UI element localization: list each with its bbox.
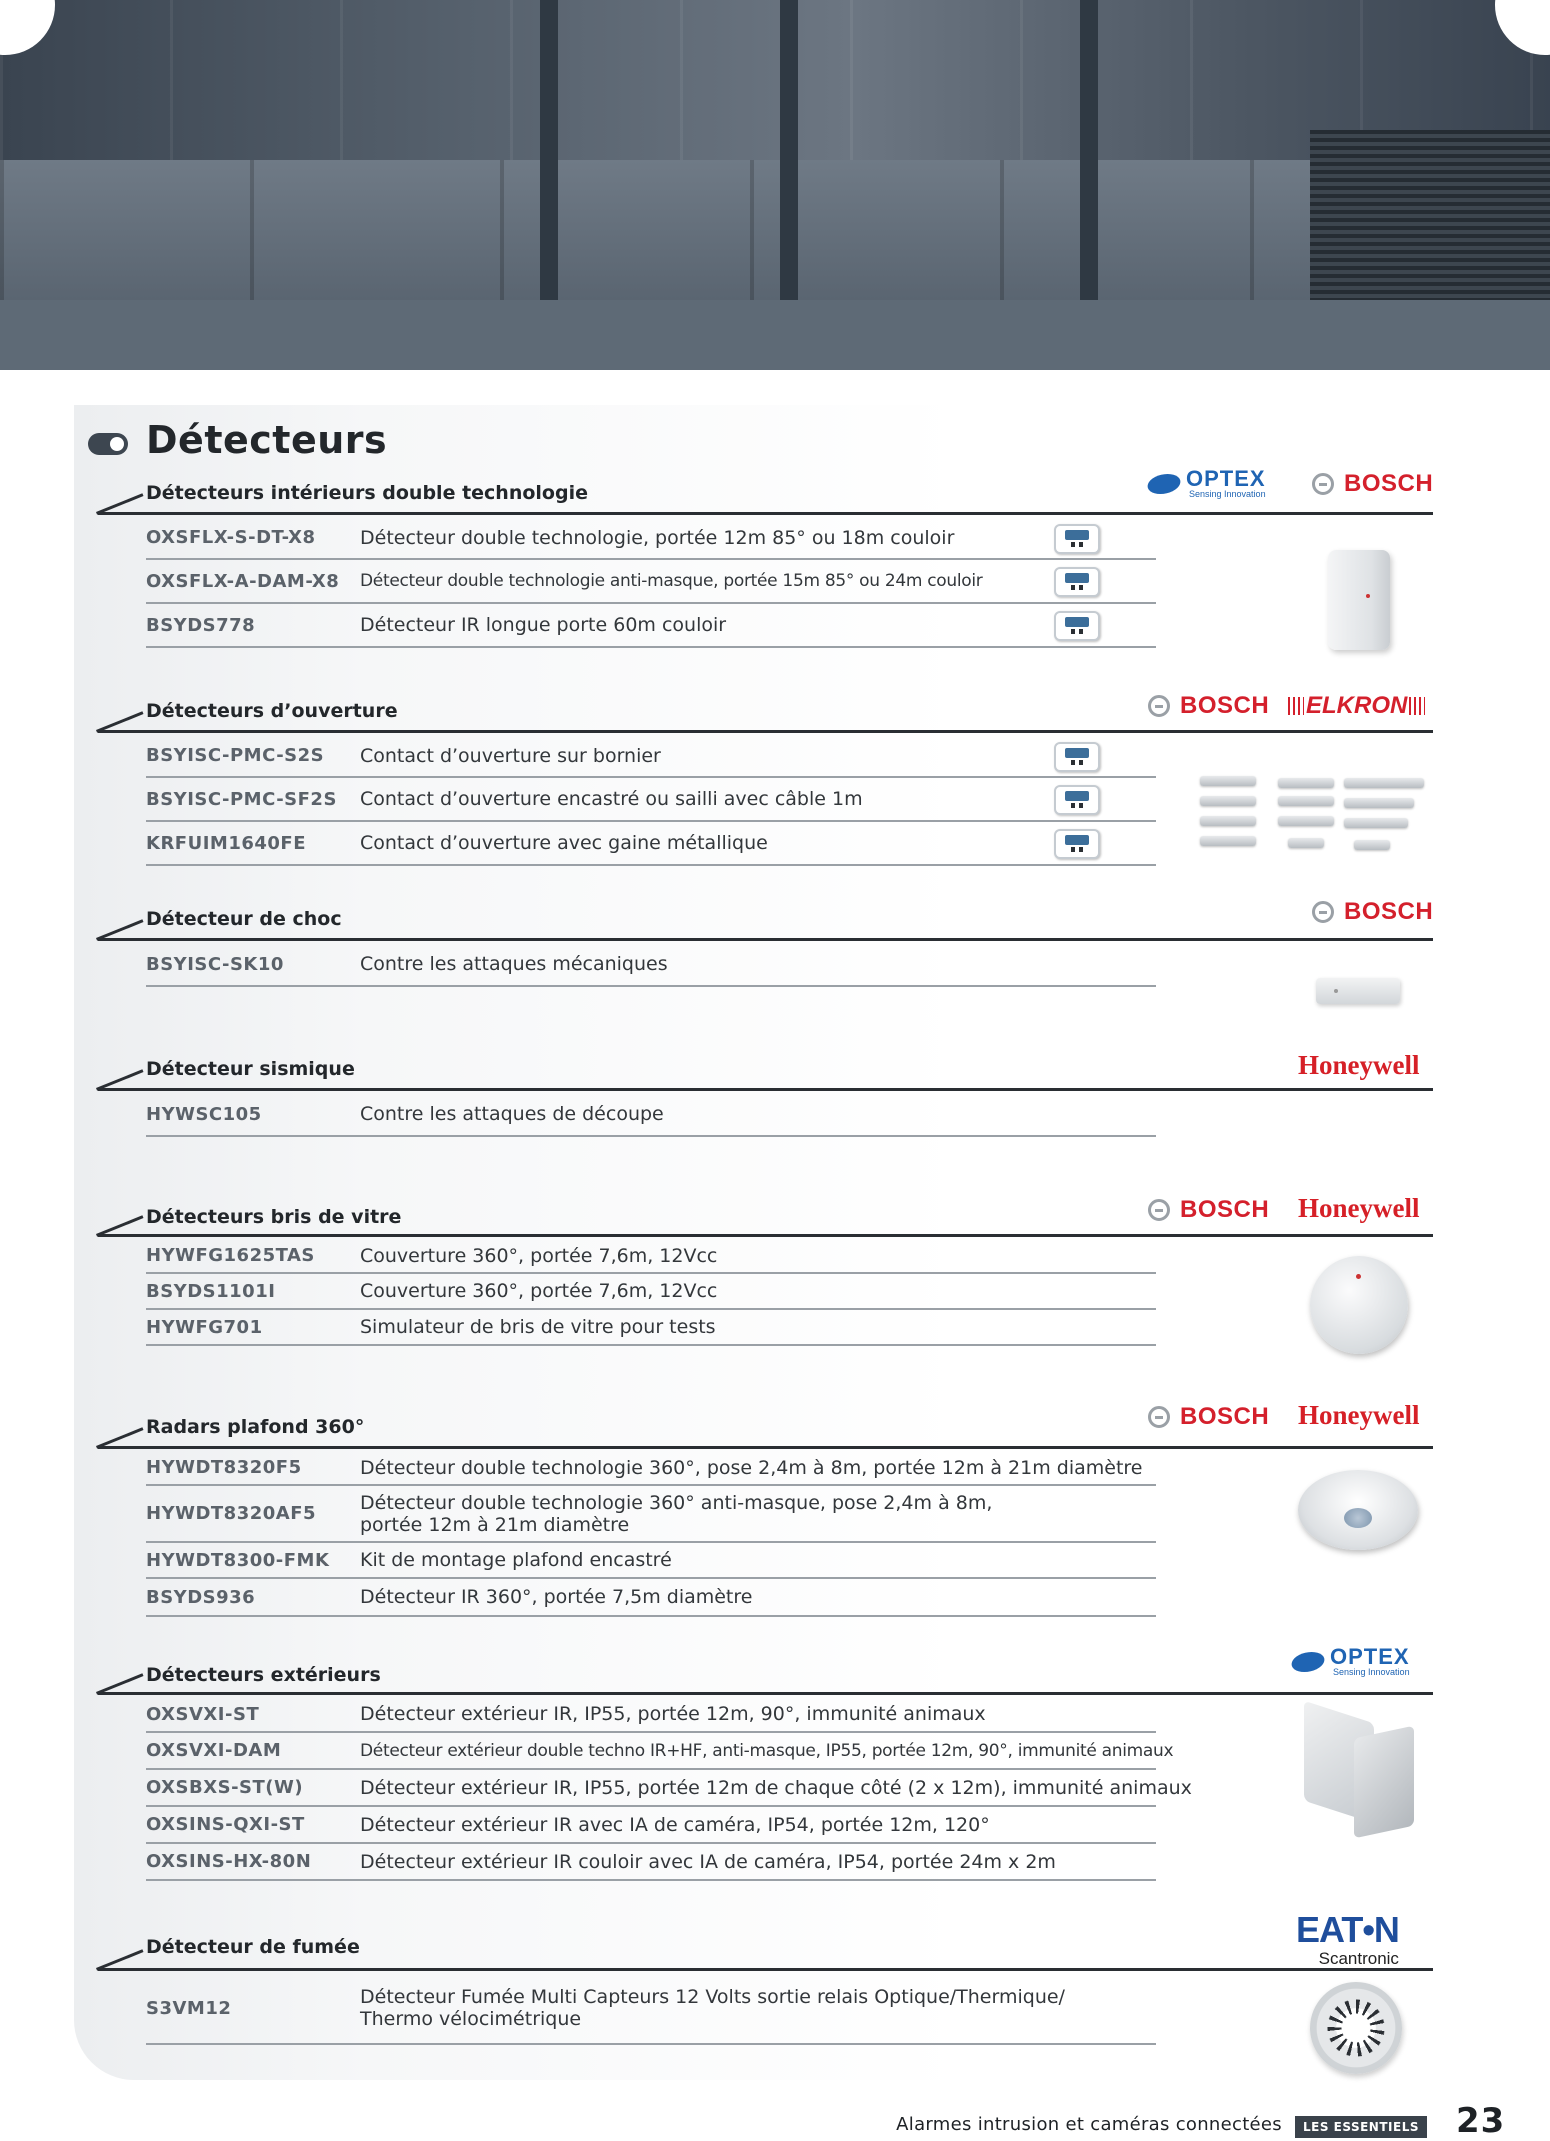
product-desc: Simulateur de bris de vitre pour tests [360,1316,716,1338]
product-ref: HYWDT8300-FMK [146,1549,330,1571]
product-desc: Détecteur double technologie 360°, pose 2,4m à 8m, portée 12m à 21m diamètre [360,1456,1143,1479]
bosch-logo: BOSCH [1148,1196,1269,1224]
product-ref: BSYDS1101I [146,1280,276,1302]
section-title: Détecteurs d’ouverture [146,700,398,722]
product-ref: OXSINS-HX-80N [146,1851,312,1872]
bosch-logo: BOSCH [1148,1403,1269,1431]
section-rule [98,1968,1433,1971]
product-desc: Contre les attaques de découpe [360,1103,664,1125]
building-column [1080,0,1098,300]
table-row [146,735,1156,778]
product-ref: BSYISC-PMC-SF2S [146,788,337,810]
product-desc: Contre les attaques mécaniques [360,953,668,975]
wired-icon [1054,567,1100,597]
header-band [0,300,1550,370]
product-ref: S3VM12 [146,1997,232,2019]
section-title: Détecteur de choc [146,908,342,930]
product-desc: Détecteur double technologie 360° anti-masque, pose 2,4m à 8m, portée 12m à 21m diamètre [360,1491,993,1536]
table-row [146,1770,1192,1807]
page-title: Détecteurs [146,418,388,462]
section-title: Détecteurs bris de vitre [146,1206,402,1228]
table-row [146,822,1156,866]
product-image-glass-break-detector [1310,1256,1408,1354]
footer-text: Alarmes intrusion et caméras connectées [896,2114,1282,2135]
bosch-logo: BOSCH [1148,692,1269,720]
wired-icon [1054,785,1100,815]
table-row [146,1973,1156,2045]
product-image-ceiling-radar [1298,1470,1418,1550]
wired-icon [1054,829,1100,859]
table-row [146,1451,1156,1486]
product-desc: Détecteur extérieur IR couloir avec IA de caméra, IP54, portée 24m x 2m [360,1850,1056,1873]
toggle-icon [88,433,128,455]
product-ref: OXSFLX-S-DT-X8 [146,527,316,548]
building-vent [1310,130,1550,300]
product-desc: Détecteur Fumée Multi Capteurs 12 Volts sortie relais Optique/Thermique/ Thermo vélocimétrique [360,1986,1065,2030]
page-number: 23 [1456,2101,1506,2141]
wired-icon [1054,742,1100,772]
product-image-outdoor-detector [1304,1712,1424,1842]
elkron-logo: ELKRON [1288,692,1425,720]
section-rule [98,1088,1433,1091]
section-title: Radars plafond 360° [146,1416,365,1438]
table-row [146,1579,1156,1617]
table-row [146,1274,1156,1310]
product-desc: Kit de montage plafond encastré [360,1549,672,1571]
section-rule [98,1692,1433,1695]
section-title: Détecteurs intérieurs double technologie [146,482,588,504]
product-ref: BSYDS936 [146,1586,256,1608]
table-row [146,517,1156,560]
product-desc: Détecteur extérieur IR, IP55, portée 12m, 90°, immunité animaux [360,1703,986,1725]
optex-logo: OPTEX Sensing Innovation [1148,468,1266,499]
product-desc: Détecteur extérieur IR avec IA de caméra, IP54, portée 12m, 120° [360,1813,990,1836]
building-column [780,0,798,300]
table-row [146,1486,1156,1543]
honeywell-logo: Honeywell [1298,1193,1420,1223]
optex-logo: OPTEX Sensing Innovation [1292,1646,1410,1677]
product-ref: OXSINS-QXI-ST [146,1814,305,1835]
honeywell-logo: Honeywell [1298,1400,1420,1430]
product-desc: Couverture 360°, portée 7,6m, 12Vcc [360,1280,718,1302]
table-row [146,1093,1156,1137]
eaton-scantronic-logo: EAT•N Scantronic [1296,1909,1399,1968]
table-row [146,1239,1156,1274]
product-ref: BSYDS778 [146,614,256,636]
building-column [540,0,558,300]
wired-icon [1054,611,1100,641]
product-ref: OXSBXS-ST(W) [146,1777,304,1798]
product-image-door-contacts [1198,772,1428,862]
product-ref: KRFUIM1640FE [146,832,307,854]
product-desc: Détecteur double technologie anti-masque, portée 15m 85° ou 24m couloir [360,571,983,591]
table-row [146,1697,1156,1733]
product-desc: Détecteur IR longue porte 60m couloir [360,614,727,636]
table-row [146,604,1156,648]
table-row [146,943,1156,987]
section-title: Détecteurs extérieurs [146,1664,381,1686]
product-image-shock-sensor [1316,978,1400,1004]
product-desc: Couverture 360°, portée 7,6m, 12Vcc [360,1244,718,1267]
product-desc: Détecteur extérieur double techno IR+HF, anti-masque, IP55, portée 12m, 90°, immunité animaux [360,1740,1174,1761]
product-desc: Contact d’ouverture encastré ou sailli avec câble 1m [360,788,863,810]
product-image-smoke-detector [1310,1982,1402,2074]
product-desc: Détecteur double technologie, portée 12m 85° ou 18m couloir [360,526,955,549]
table-row [146,778,1156,822]
table-row [146,1733,1174,1770]
table-row [146,560,1156,604]
product-ref: HYWFG1625TAS [146,1245,315,1266]
table-row [146,1807,1156,1844]
wired-icon [1054,524,1100,554]
section-rule [98,1234,1433,1237]
product-desc: Contact d’ouverture sur bornier [360,744,661,767]
section-title: Détecteur de fumée [146,1936,360,1958]
bosch-logo: BOSCH [1312,898,1433,926]
bosch-logo: BOSCH [1312,470,1433,498]
product-ref: BSYISC-SK10 [146,953,284,975]
footer-tag: LES ESSENTIELS [1295,2116,1427,2138]
table-row [146,1310,1156,1346]
product-desc: Détecteur IR 360°, portée 7,5m diamètre [360,1586,753,1608]
section-title: Détecteur sismique [146,1058,355,1080]
product-ref: HYWSC105 [146,1103,262,1125]
product-ref: HYWDT8320F5 [146,1457,302,1478]
product-ref: OXSFLX-A-DAM-X8 [146,570,340,592]
product-desc: Contact d’ouverture avec gaine métallique [360,832,768,854]
table-row [146,1543,1156,1579]
product-ref: HYWFG701 [146,1316,263,1338]
product-desc: Détecteur extérieur IR, IP55, portée 12m de chaque côté (2 x 12m), immunité animaux [360,1776,1192,1799]
product-image-pir-detector [1328,550,1390,650]
product-ref: HYWDT8320AF5 [146,1503,317,1524]
product-ref: BSYISC-PMC-S2S [146,745,325,766]
honeywell-logo: Honeywell [1298,1050,1420,1080]
section-rule [98,1446,1433,1449]
header-photo [0,0,1550,370]
section-rule [98,730,1433,733]
product-ref: OXSVXI-ST [146,1703,260,1725]
table-row [146,1844,1156,1881]
section-rule [98,512,1433,515]
product-ref: OXSVXI-DAM [146,1740,282,1761]
section-rule [98,938,1433,941]
